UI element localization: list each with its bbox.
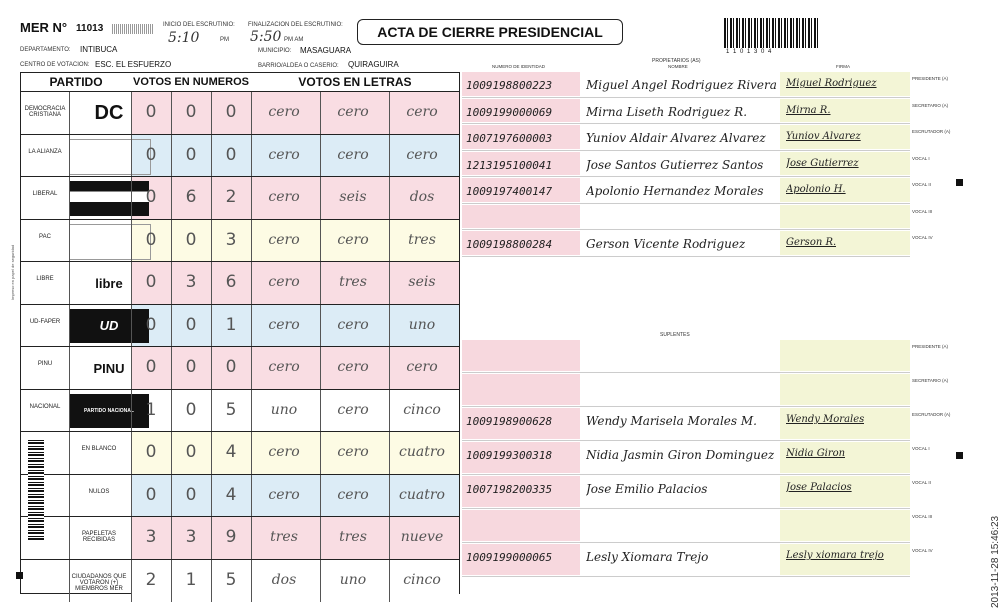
vote-row — [21, 431, 459, 475]
member-row-line — [462, 123, 910, 124]
member-name: Yuniov Aldair Alvarez Alvarez — [586, 131, 766, 145]
vote-word: tres — [408, 231, 436, 248]
vote-word: dos — [409, 189, 435, 205]
member-row-line — [462, 97, 910, 98]
vote-word: dos — [271, 571, 297, 588]
vote-digit: 0 — [145, 272, 157, 292]
member-sig-cell — [780, 374, 910, 405]
member-id-cell — [462, 374, 580, 405]
member-name: Mirna Liseth Rodriguez R. — [586, 104, 748, 119]
vote-word: seis — [339, 189, 367, 205]
vote-digit: 0 — [185, 484, 197, 505]
vote-digit: 0 — [145, 229, 157, 250]
member-id: 1009198900628 — [466, 415, 553, 428]
member-id: 1007197600003 — [466, 132, 553, 145]
member-name: Wendy Marisela Morales M. — [586, 414, 757, 428]
side-barcode — [28, 440, 44, 540]
corner-mark-right-top — [956, 179, 963, 186]
inicio-time: 5:10 — [168, 30, 200, 46]
party-logo-text: DC — [94, 101, 124, 124]
member-signature: Lesly xiomara trejo — [786, 550, 884, 561]
vote-digit: 0 — [145, 187, 157, 207]
municipio-label: MUNICIPIO: — [258, 48, 292, 54]
municipio-value: MASAGUARA — [300, 46, 352, 55]
vote-digit: 0 — [225, 102, 237, 122]
grid-line — [69, 560, 70, 603]
member-id: 1213195100041 — [466, 158, 553, 172]
vote-digit: 0 — [185, 399, 197, 420]
member-id-cell — [462, 340, 580, 371]
party-name: NULOS — [88, 488, 110, 495]
vote-digit: 3 — [225, 229, 237, 250]
header-partido: PARTIDO — [49, 75, 103, 89]
vote-word: cinco — [403, 571, 441, 588]
grid-line — [69, 177, 70, 220]
vote-row — [21, 261, 459, 305]
vote-word: cero — [406, 104, 438, 120]
id-column-label: NUMERO DE IDENTIDAD — [492, 64, 546, 69]
vote-word: nueve — [400, 529, 444, 545]
member-role: VOCAL III — [912, 208, 933, 214]
party-name: CIUDADANOS QUE VOTARON (+) MIEMBROS MER — [71, 573, 127, 592]
vote-digit: 4 — [225, 484, 237, 505]
vote-row — [21, 176, 459, 220]
member-id-cell — [462, 205, 580, 229]
party-name: LIBRE — [36, 276, 54, 282]
scan-timestamp: 2013-11-28 15:46:23 — [990, 515, 1001, 608]
barcode-number: 1 1 0 1 3 0 4 — [726, 49, 773, 55]
member-role: SECRETARIO (A) — [912, 102, 949, 108]
vote-word: uno — [408, 316, 436, 333]
party-name: UD-FAPER — [29, 318, 61, 325]
mer-number: 11013 — [76, 23, 104, 34]
member-signature: Nidia Giron — [786, 448, 846, 459]
vote-digit: 2 — [145, 569, 157, 590]
member-signature: Yuniov Alvarez — [786, 131, 861, 142]
tse-logo — [112, 24, 154, 34]
member-role: ESCRUTADOR (A) — [912, 129, 951, 134]
member-role: VOCAL I — [912, 155, 930, 161]
vote-digit: 0 — [145, 144, 157, 165]
vote-digit: 1 — [145, 399, 157, 420]
member-signature: Mirna R. — [786, 104, 831, 116]
vote-digit: 0 — [145, 442, 157, 462]
party-name: PINU — [37, 361, 53, 367]
party-logo-text: PARTIDO NACIONAL — [84, 407, 134, 414]
member-role: VOCAL IV — [912, 235, 933, 240]
member-id: 1009199000069 — [466, 105, 553, 119]
vote-word: tres — [270, 529, 298, 545]
vote-digit: 0 — [145, 102, 157, 122]
member-role: VOCAL IV — [912, 548, 933, 553]
vote-word: cero — [337, 401, 369, 418]
owners-label: PROPIETARIOS (AS) — [652, 58, 701, 64]
grid-line — [69, 517, 70, 560]
vote-word: cero — [268, 189, 300, 205]
vote-row — [21, 134, 459, 178]
vote-row — [21, 304, 459, 348]
vote-word: cero — [406, 359, 438, 375]
vote-word: cuatro — [399, 444, 445, 460]
member-role: VOCAL II — [912, 182, 931, 187]
party-name: NACIONAL — [29, 403, 61, 410]
member-row-line — [462, 542, 910, 543]
party-name: EN BLANCO — [81, 446, 117, 452]
grid-line — [69, 135, 70, 178]
centro-label: CENTRO DE VOTACION: — [20, 62, 90, 68]
vote-digit: 1 — [185, 569, 197, 590]
party-logo-text: UD — [99, 318, 119, 334]
party-name: LIBERAL — [32, 191, 58, 197]
vote-digit: 2 — [225, 187, 237, 207]
member-role: VOCAL I — [912, 446, 930, 451]
barcode — [724, 18, 820, 48]
party-name: PAPELETAS RECIBIDAS — [81, 531, 117, 543]
vote-word: seis — [408, 274, 436, 290]
vote-word: cero — [406, 146, 438, 163]
vote-word: cero — [268, 316, 300, 333]
member-row-line — [462, 256, 910, 257]
party-name: LA ALIANZA — [28, 148, 62, 155]
member-row-line — [462, 372, 910, 373]
vote-word: cuatro — [399, 486, 445, 503]
vote-word: cero — [337, 146, 369, 163]
member-name: Jose Santos Gutierrez Santos — [586, 157, 764, 172]
vote-row — [21, 219, 459, 263]
member-sig-cell — [780, 205, 910, 229]
security-paper-note: Impreso en papel de seguridad — [10, 244, 15, 300]
grid-line — [69, 390, 70, 433]
party-logo-text: libre — [95, 275, 123, 291]
member-role: VOCAL II — [912, 480, 931, 485]
member-id: 1009198800223 — [466, 79, 553, 92]
vote-word: cero — [337, 316, 369, 333]
member-signature: Wendy Morales — [786, 414, 865, 425]
vote-digit: 1 — [225, 314, 237, 335]
member-id: 1009199300318 — [466, 449, 553, 462]
centro-value: ESC. EL ESFUERZO — [95, 60, 172, 69]
vote-row — [21, 389, 459, 433]
vote-word: cero — [268, 359, 300, 375]
suplentes-label: SUPLENTES — [660, 332, 690, 338]
member-id: 1009199000065 — [466, 551, 553, 564]
member-signature: Apolonio H. — [786, 184, 846, 195]
vote-digit: 5 — [225, 569, 237, 590]
barrio-label: BARRIO/ALDEA O CASERIO: — [258, 63, 339, 69]
member-role: SECRETARIO (A) — [912, 378, 949, 383]
grid-line — [69, 432, 70, 475]
party-name: PAC — [39, 233, 51, 240]
header-numeros: VOTOS EN NUMEROS — [133, 76, 249, 88]
inicio-ampm: PM — [220, 37, 229, 43]
grid-line — [69, 475, 70, 518]
mer-label: MER N° — [20, 20, 68, 35]
member-name: Lesly Xiomara Trejo — [586, 550, 709, 564]
vote-digit: 0 — [145, 314, 157, 335]
member-signature: Gerson R. — [786, 237, 837, 248]
member-id: 1009197400147 — [466, 185, 553, 198]
vote-word: cero — [337, 486, 369, 503]
vote-digit: 0 — [185, 229, 197, 250]
vote-row — [21, 91, 459, 135]
vote-word: cero — [337, 359, 369, 375]
member-role: PRESIDENTE (A) — [912, 76, 949, 81]
vote-word: cero — [268, 104, 300, 120]
vote-digit: 0 — [185, 357, 197, 377]
sig-column-label: FIRMA — [836, 64, 850, 69]
vote-digit: 0 — [185, 144, 197, 165]
vote-word: cero — [268, 146, 300, 163]
member-row-line — [462, 176, 910, 177]
party-name: DEMOCRACIA CRISTIANA — [24, 106, 66, 118]
vote-word: cero — [268, 444, 300, 460]
member-role: PRESIDENTE (A) — [912, 344, 949, 349]
final-time: 5:50 — [250, 29, 282, 45]
vote-row — [21, 474, 459, 518]
corner-mark-right-bottom — [956, 452, 963, 459]
vote-word: tres — [339, 529, 367, 545]
member-id: 1007198200335 — [466, 483, 553, 496]
member-name: Gerson Vicente Rodriguez — [586, 237, 746, 251]
header-letras: VOTOS EN LETRAS — [298, 75, 412, 89]
title-box — [357, 19, 623, 45]
departamento-label: DEPARTAMENTO: — [20, 47, 71, 53]
grid-line — [69, 347, 70, 390]
vote-digit: 0 — [145, 484, 157, 505]
member-row-line — [462, 508, 910, 509]
vote-word: cero — [337, 444, 369, 460]
vote-digit: 0 — [145, 357, 157, 377]
member-name: Jose Emilio Palacios — [586, 482, 708, 496]
vote-digit: 6 — [225, 272, 237, 292]
member-name: Apolonio Hernandez Morales — [586, 184, 764, 198]
vote-digit: 0 — [185, 314, 197, 335]
member-row-line — [462, 440, 910, 441]
final-label: FINALIZACION DEL ESCRUTINIO: — [248, 22, 343, 28]
vote-digit: 0 — [225, 144, 237, 165]
member-row-line — [462, 229, 910, 230]
name-column-label: NOMBRE — [668, 64, 688, 69]
party-logo-text: PINU — [93, 360, 125, 376]
grid-line — [69, 220, 70, 263]
member-signature: Jose Palacios — [786, 482, 852, 493]
member-row-line — [462, 474, 910, 475]
vote-word: cero — [268, 274, 300, 290]
member-row-line — [462, 406, 910, 407]
vote-digit: 3 — [185, 527, 197, 547]
member-name: Miguel Angel Rodriguez Rivera — [586, 78, 777, 92]
vote-digit: 0 — [225, 357, 237, 377]
member-name: Nidia Jasmin Giron Dominguez — [586, 448, 775, 462]
member-sig-cell — [780, 510, 910, 541]
member-signature: Miguel Rodriguez — [786, 78, 877, 89]
vote-digit: 9 — [225, 527, 237, 547]
barrio-value: QUIRAGUIRA — [348, 60, 399, 69]
vote-word: uno — [339, 571, 367, 588]
vote-digit: 5 — [225, 399, 237, 420]
vote-word: cero — [268, 231, 300, 248]
departamento-value: INTIBUCA — [80, 45, 118, 54]
member-row-line — [462, 150, 910, 151]
member-id: 1009198800284 — [466, 238, 553, 251]
grid-line — [69, 305, 70, 348]
grid-line — [69, 92, 70, 135]
member-row-line — [462, 203, 910, 204]
vote-row — [21, 516, 459, 560]
vote-word: tres — [339, 274, 367, 290]
vote-word: cero — [337, 104, 369, 120]
member-role: VOCAL III — [912, 514, 933, 519]
vote-digit: 3 — [185, 272, 197, 292]
vote-digit: 0 — [185, 102, 197, 122]
corner-mark-bottom-left — [16, 572, 23, 579]
member-sig-cell — [780, 340, 910, 371]
member-role: ESCRUTADOR (A) — [912, 412, 951, 417]
grid-line — [69, 262, 70, 305]
vote-digit: 4 — [225, 442, 237, 462]
vote-digit: 6 — [185, 187, 197, 207]
member-row-line — [462, 576, 910, 577]
vote-word: cero — [337, 231, 369, 248]
final-ampm: PM AM — [284, 37, 304, 43]
vote-digit: 3 — [145, 527, 157, 547]
vote-row — [21, 559, 459, 603]
votes-table — [20, 72, 460, 594]
vote-row — [21, 346, 459, 390]
member-id-cell — [462, 510, 580, 541]
vote-word: cero — [268, 486, 300, 503]
vote-word: uno — [270, 401, 298, 418]
member-signature: Jose Gutierrez — [786, 157, 859, 169]
vote-digit: 0 — [185, 442, 197, 462]
inicio-label: INICIO DEL ESCRUTINIO: — [163, 22, 235, 28]
vote-word: cinco — [403, 401, 441, 418]
page-title: ACTA DE CIERRE PRESIDENCIAL — [377, 24, 603, 40]
